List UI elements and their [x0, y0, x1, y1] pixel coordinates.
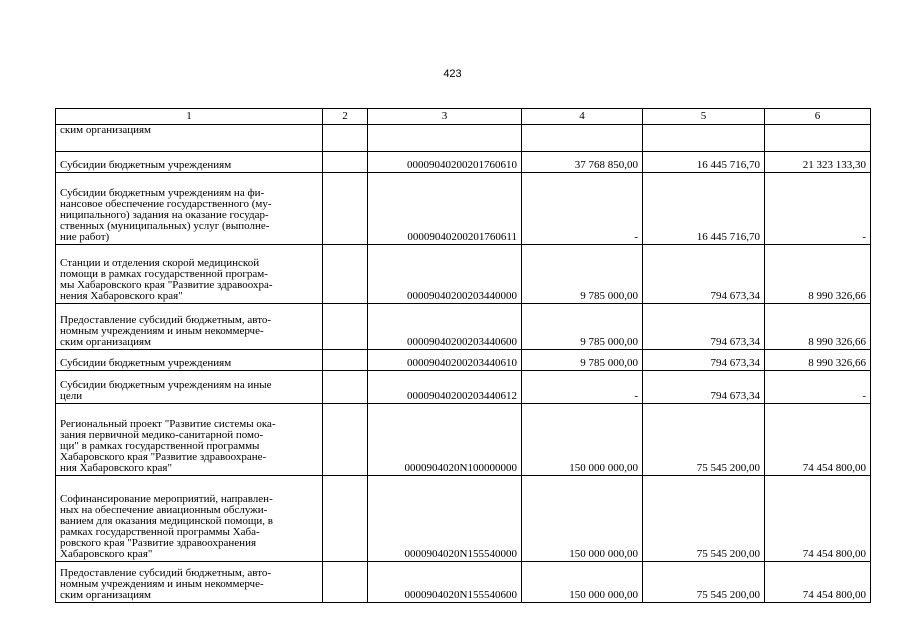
table-row [56, 173, 871, 245]
table-row [56, 245, 871, 304]
row-value-6: 21 323 133,30 [765, 152, 871, 173]
row-value-4: 9 785 000,00 [522, 245, 643, 304]
row-value-5: 75 545 200,00 [643, 404, 765, 476]
row-value-5: 794 673,34 [643, 371, 765, 404]
row-name: Субсидии бюджетным учреждениям [56, 152, 323, 173]
table-row [56, 562, 871, 603]
row-col2 [323, 562, 368, 603]
row-value-5: 75 545 200,00 [643, 476, 765, 562]
row-col2 [323, 152, 368, 173]
row-code: 0000904020N155540600 [368, 562, 522, 603]
row-name: Региональный проект "Развитие системы ока- зания первичной медико-санитарной помо- щи" в рамках государственной программы Хабаровского края "Развитие здравоохране- ния Хабаровского края" [56, 404, 323, 476]
table-row [56, 404, 871, 476]
page-number: 423 [443, 68, 462, 80]
row-code: 00009040200201760611 [368, 173, 522, 245]
row-name: Предоставление субсидий бюджетным, авто- номным учреждениям и иным некоммерче- ским организациям [56, 304, 323, 350]
row-value-6: 74 454 800,00 [765, 404, 871, 476]
row-name: Субсидии бюджетным учреждениям на иные цели [56, 371, 323, 404]
table-row [56, 304, 871, 350]
column-header: 6 [765, 109, 871, 125]
row-value-6: 8 990 326,66 [765, 350, 871, 371]
table-header-row [56, 109, 871, 125]
row-code: 00009040200203440000 [368, 245, 522, 304]
row-value-6: 74 454 800,00 [765, 562, 871, 603]
table-row [56, 125, 871, 152]
row-col2 [323, 350, 368, 371]
row-value-6: 74 454 800,00 [765, 476, 871, 562]
row-value-5: 794 673,34 [643, 350, 765, 371]
row-value-6: 8 990 326,66 [765, 304, 871, 350]
row-value-5: 794 673,34 [643, 245, 765, 304]
row-col2 [323, 404, 368, 476]
row-col2 [323, 245, 368, 304]
row-col2 [323, 173, 368, 245]
row-name: Субсидии бюджетным учреждениям на фи- нансовое обеспечение государственного (му- ниципального) задания на оказание государ- ственных (муниципальных) услуг (выполне- ние работ) [56, 173, 323, 245]
row-value-6: 8 990 326,66 [765, 245, 871, 304]
row-col2 [323, 476, 368, 562]
row-value-4: 37 768 850,00 [522, 152, 643, 173]
row-value-5: 16 445 716,70 [643, 173, 765, 245]
row-code: 0000904020N100000000 [368, 404, 522, 476]
row-name: Предоставление субсидий бюджетным, авто- номным учреждениям и иным некоммерче- ским организациям [56, 562, 323, 603]
table-row [56, 350, 871, 371]
column-header: 1 [56, 109, 323, 125]
row-code: 0000904020N155540000 [368, 476, 522, 562]
row-value-4: - [522, 173, 643, 245]
column-header: 4 [522, 109, 643, 125]
row-value-5: 16 445 716,70 [643, 152, 765, 173]
row-value-4: 150 000 000,00 [522, 562, 643, 603]
row-code: 00009040200201760610 [368, 152, 522, 173]
row-value-4: 150 000 000,00 [522, 476, 643, 562]
row-name: Станции и отделения скорой медицинской помощи в рамках государственной програм- мы Хабаровского края "Развитие здравоохра- нения Хабаровского края" [56, 245, 323, 304]
row-value-4: 150 000 000,00 [522, 404, 643, 476]
row-value-6: - [765, 371, 871, 404]
row-name: ским организациям [56, 125, 323, 152]
row-code: 00009040200203440612 [368, 371, 522, 404]
column-header: 3 [368, 109, 522, 125]
row-value-4 [522, 125, 643, 152]
table-row [56, 152, 871, 173]
row-name: Софинансирование мероприятий, направлен- ных на обеспечение авиационным обслужи- ванием для оказания медицинской помощи, в рамках государственной программы Хаба- ровского края "Развитие здравоохранения Хабаровского края" [56, 476, 323, 562]
column-header: 2 [323, 109, 368, 125]
row-col2 [323, 125, 368, 152]
row-code: 00009040200203440610 [368, 350, 522, 371]
table-row [56, 371, 871, 404]
row-col2 [323, 371, 368, 404]
budget-table [55, 108, 871, 603]
row-value-5: 75 545 200,00 [643, 562, 765, 603]
table-row [56, 476, 871, 562]
row-value-6 [765, 125, 871, 152]
row-value-4: 9 785 000,00 [522, 304, 643, 350]
row-value-4: 9 785 000,00 [522, 350, 643, 371]
row-col2 [323, 304, 368, 350]
row-value-4: - [522, 371, 643, 404]
row-value-6: - [765, 173, 871, 245]
row-value-5 [643, 125, 765, 152]
row-value-5: 794 673,34 [643, 304, 765, 350]
row-name: Субсидии бюджетным учреждениям [56, 350, 323, 371]
row-code [368, 125, 522, 152]
row-code: 00009040200203440600 [368, 304, 522, 350]
column-header: 5 [643, 109, 765, 125]
